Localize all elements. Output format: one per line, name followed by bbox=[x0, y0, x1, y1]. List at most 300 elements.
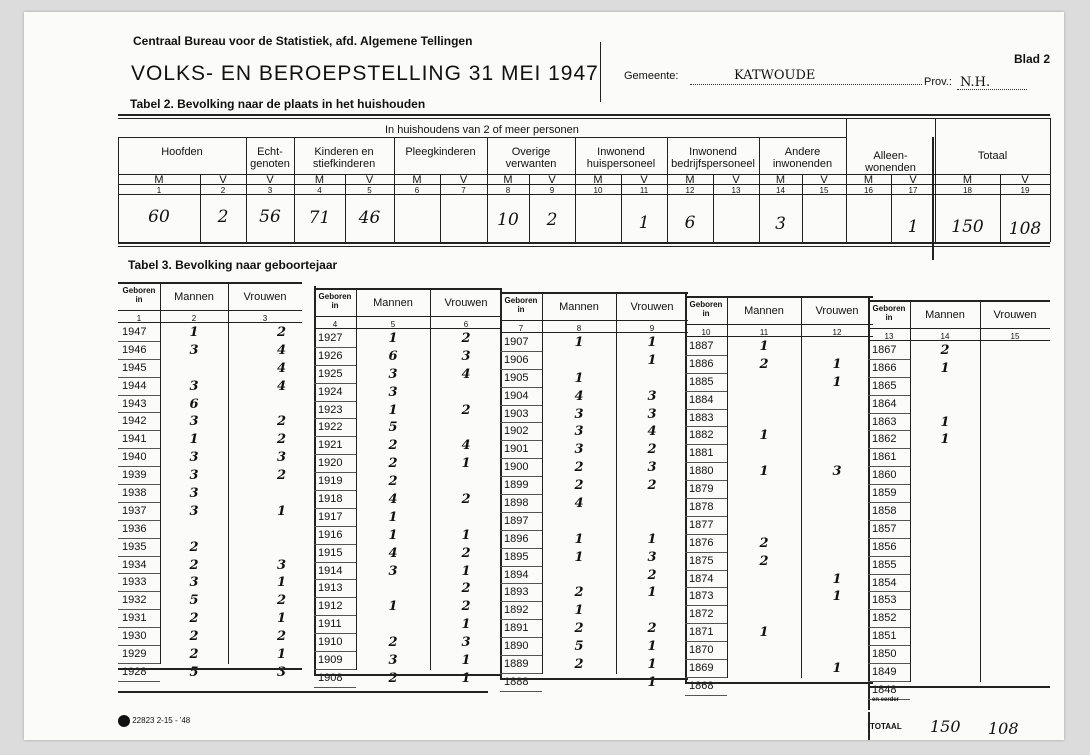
table3-row bbox=[118, 377, 302, 395]
table3-vrouwen-cell bbox=[980, 646, 1050, 664]
table3-mannen-cell: 1 bbox=[759, 625, 769, 641]
table2-title: Tabel 2. Bevolking naar de plaats in het huishouden bbox=[130, 97, 426, 111]
table3-year-cell: 1932 bbox=[118, 592, 160, 610]
table3-row bbox=[314, 455, 502, 473]
table3-row bbox=[314, 347, 502, 365]
table3-year-cell: 1853 bbox=[868, 592, 910, 610]
table3-year-cell: 1877 bbox=[685, 516, 727, 534]
table3-mannen-cell: 5 bbox=[189, 593, 199, 609]
table2-value-col-12: 6 bbox=[684, 213, 696, 233]
table3-year-cell: 1914 bbox=[314, 562, 356, 580]
table3-mannen-header: Mannen bbox=[925, 309, 965, 321]
table3-vrouwen-cell bbox=[801, 427, 873, 445]
table3-year-cell: 1922 bbox=[314, 419, 356, 437]
table3-vrouwen-cell: 1 bbox=[647, 531, 657, 547]
table3-year-cell: 1938 bbox=[118, 485, 160, 503]
table3-row bbox=[500, 334, 688, 351]
table3-row bbox=[500, 584, 688, 602]
table3-vrouwen-cell: 2 bbox=[647, 442, 657, 458]
table2-col-number: 18 bbox=[963, 186, 972, 195]
table3-mannen-cell: 1 bbox=[388, 527, 398, 543]
table3-mannen-cell: 4 bbox=[388, 491, 398, 507]
table3-mannen-cell: 3 bbox=[189, 342, 199, 358]
table3-year-cell: 1874 bbox=[685, 570, 727, 588]
table3-year-cell: 1860 bbox=[868, 467, 910, 485]
table3-mannen-cell bbox=[160, 520, 228, 538]
table3-col-number: 14 bbox=[940, 332, 950, 341]
table3-year-cell: 1855 bbox=[868, 556, 910, 574]
table3-vrouwen-cell bbox=[980, 503, 1050, 521]
table3-vrouwen-cell: 3 bbox=[647, 388, 657, 404]
table3-year-cell: 1857 bbox=[868, 520, 910, 538]
table2-col-number: 15 bbox=[819, 186, 829, 195]
table3-geboren-header: Geboren in bbox=[504, 296, 538, 314]
table3-year-cell: 1901 bbox=[500, 441, 542, 459]
table3-year-cell: 1889 bbox=[500, 656, 542, 674]
table3-col-number: 9 bbox=[649, 324, 655, 333]
table3-year-cell: 1911 bbox=[314, 616, 356, 634]
table3-mannen-cell: 2 bbox=[388, 474, 398, 490]
table3-year-cell: 1854 bbox=[868, 574, 910, 592]
table2-sub-header: M bbox=[412, 174, 422, 186]
table3-row bbox=[314, 330, 502, 347]
table3-vrouwen-cell bbox=[980, 520, 1050, 538]
table3-mannen-cell: 2 bbox=[759, 356, 769, 372]
table3-number-rule bbox=[314, 328, 502, 329]
table2-value-col-8: 10 bbox=[497, 210, 519, 230]
table3-mannen-cell bbox=[727, 642, 801, 660]
table2-sub-header: M bbox=[962, 174, 973, 186]
table3-mannen-cell bbox=[910, 467, 980, 485]
table3-mannen-cell bbox=[910, 592, 980, 610]
table3-mannen-cell bbox=[542, 351, 616, 369]
table3-row bbox=[500, 548, 688, 566]
table3-row bbox=[118, 610, 302, 628]
table3-vrouwen-cell bbox=[980, 538, 1050, 556]
table3-mannen-cell bbox=[727, 677, 801, 695]
table3-vrouwen-cell bbox=[228, 485, 302, 503]
table3-row bbox=[685, 338, 873, 355]
table2-right-edge bbox=[1050, 118, 1051, 242]
table2-col-header-10: Totaal bbox=[977, 150, 1008, 162]
table3-row bbox=[500, 530, 688, 548]
table3-row bbox=[868, 556, 1050, 574]
table3-year-cell: 1937 bbox=[118, 502, 160, 520]
table3-vrouwen-header: Vrouwen bbox=[630, 301, 674, 313]
table2-value-col-9: 2 bbox=[546, 210, 558, 230]
table3-year-cell: 1865 bbox=[868, 377, 910, 395]
table3-mannen-cell: 3 bbox=[189, 414, 199, 430]
table3-top-rule bbox=[314, 288, 502, 290]
table3-totaal-label: TOTAAL bbox=[870, 722, 902, 731]
table3-year-cell: 1939 bbox=[118, 467, 160, 485]
table3-mannen-cell bbox=[727, 606, 801, 624]
table3-vrouwen-cell: 2 bbox=[276, 414, 286, 430]
table3-mannen-cell: 3 bbox=[388, 384, 398, 400]
table3-row bbox=[314, 598, 502, 616]
table3-row bbox=[314, 616, 502, 634]
table3-vrouwen-cell bbox=[980, 592, 1050, 610]
table3-row bbox=[500, 459, 688, 477]
table3-year-cell: 1869 bbox=[685, 660, 727, 678]
table3-vrouwen-cell bbox=[980, 610, 1050, 628]
table3-mannen-cell bbox=[910, 664, 980, 682]
table3-year-cell: 1931 bbox=[118, 610, 160, 628]
table3-row bbox=[868, 359, 1050, 377]
table3-mannen-header: Mannen bbox=[373, 297, 413, 309]
table3-mannen-cell bbox=[727, 391, 801, 409]
table3-row bbox=[118, 449, 302, 467]
table3-mannen-cell: 2 bbox=[189, 611, 199, 627]
table3-vrouwen-cell: 3 bbox=[461, 348, 471, 364]
table3-row bbox=[868, 610, 1050, 628]
table3-vrouwen-cell: 2 bbox=[647, 478, 657, 494]
table3-vrouwen-cell bbox=[980, 377, 1050, 395]
table2-value-col-5: 46 bbox=[358, 208, 381, 228]
table3-title: Tabel 3. Bevolking naar geboortejaar bbox=[128, 258, 338, 272]
table3-row bbox=[314, 491, 502, 509]
table3-year-cell: 1944 bbox=[118, 377, 160, 395]
table3-vrouwen-cell: 2 bbox=[461, 402, 471, 418]
table3-vrouwen-cell: 4 bbox=[461, 366, 471, 382]
table3-mannen-cell bbox=[727, 445, 801, 463]
table3-mannen-cell: 3 bbox=[189, 485, 199, 501]
table3-year-cell: 1881 bbox=[685, 445, 727, 463]
table3-row bbox=[500, 495, 688, 513]
table3-vrouwen-cell bbox=[616, 369, 688, 387]
table2-col-number: 19 bbox=[1020, 186, 1030, 195]
table3-vrouwen-cell bbox=[980, 342, 1050, 359]
table3-vrouwen-cell bbox=[616, 495, 688, 513]
table3-row bbox=[868, 377, 1050, 395]
table3-header-rule bbox=[685, 324, 873, 325]
table3-header-rule bbox=[118, 310, 302, 311]
table3-row bbox=[685, 373, 873, 391]
table3-mannen-cell: 3 bbox=[388, 563, 398, 579]
table3-year-cell: 1848 bbox=[868, 681, 910, 699]
table3-year-cell: 1867 bbox=[868, 342, 910, 359]
table3-geboren-header: Geboren in bbox=[318, 292, 352, 310]
table3-mannen-cell bbox=[727, 481, 801, 499]
table3-row bbox=[868, 342, 1050, 359]
table3-en-eerder: en eerder bbox=[872, 697, 900, 703]
table3-col-number: 2 bbox=[191, 314, 197, 323]
table3-vrouwen-cell: 4 bbox=[276, 360, 286, 376]
table3-year-cell: 1936 bbox=[118, 520, 160, 538]
table3-geboren-header: Geboren in bbox=[872, 304, 906, 322]
table3-year-cell: 1900 bbox=[500, 459, 542, 477]
table3-mannen-cell: 2 bbox=[574, 478, 584, 494]
table3-bottom-rule bbox=[685, 682, 873, 684]
table3-mannen-cell: 1 bbox=[574, 549, 584, 565]
table3-mannen-cell: 3 bbox=[388, 652, 398, 668]
table3-year-cell: 1859 bbox=[868, 485, 910, 503]
table3-col-number: 5 bbox=[390, 320, 396, 329]
table3-year-cell: 1882 bbox=[685, 427, 727, 445]
table2-sub-header: M bbox=[775, 174, 786, 186]
table3-number-rule bbox=[500, 332, 688, 333]
table3-block-3 bbox=[500, 334, 688, 692]
table3-row bbox=[868, 449, 1050, 467]
table3-year-cell: 1906 bbox=[500, 351, 542, 369]
table3-mannen-cell bbox=[910, 610, 980, 628]
table2-col-number: 12 bbox=[685, 186, 695, 195]
table3-vrouwen-cell: 1 bbox=[276, 646, 286, 662]
table3-mannen-cell: 2 bbox=[189, 557, 199, 573]
table3-row bbox=[118, 538, 302, 556]
table3-year-cell: 1904 bbox=[500, 387, 542, 405]
table3-vrouwen-cell: 2 bbox=[647, 567, 657, 583]
table3-mannen-cell bbox=[727, 516, 801, 534]
table2-col-number: 6 bbox=[414, 186, 420, 195]
table3-row bbox=[500, 620, 688, 638]
table2-col-header-9: Alleen- wonenden bbox=[865, 150, 916, 174]
table3-mannen-cell bbox=[727, 373, 801, 391]
table3-header-rule bbox=[868, 328, 1050, 329]
table3-row bbox=[118, 574, 302, 592]
table3-mannen-cell: 1 bbox=[940, 360, 950, 376]
table3-year-cell: 1910 bbox=[314, 634, 356, 652]
table3-vrouwen-header: Vrouwen bbox=[444, 297, 488, 309]
table3-mannen-cell: 1 bbox=[759, 428, 769, 444]
table3-vrouwen-cell: 2 bbox=[276, 468, 286, 484]
table3-vrouwen-cell: 2 bbox=[461, 545, 471, 561]
table3-row bbox=[685, 391, 873, 409]
table3-vrouwen-cell bbox=[801, 499, 873, 517]
table3-mannen-cell: 1 bbox=[388, 402, 398, 418]
prov-label: Prov.: bbox=[924, 76, 952, 88]
table2-sub-header: V bbox=[219, 174, 227, 186]
table3-mannen-cell bbox=[542, 566, 616, 584]
table3-mannen-cell: 4 bbox=[388, 545, 398, 561]
table3-row bbox=[314, 669, 502, 687]
table3-year-cell: 1852 bbox=[868, 610, 910, 628]
table3-row bbox=[118, 628, 302, 646]
table3-year-cell: 1876 bbox=[685, 534, 727, 552]
table3-mannen-cell: 6 bbox=[388, 348, 398, 364]
table3-header-rule bbox=[314, 316, 502, 317]
table3-mannen-cell: 1 bbox=[940, 414, 950, 430]
table3-year-cell: 1875 bbox=[685, 552, 727, 570]
table2-sub-header: V bbox=[820, 174, 828, 186]
table3-vrouwen-cell: 3 bbox=[276, 557, 286, 573]
table3-year-cell: 1940 bbox=[118, 449, 160, 467]
table3-mannen-cell: 2 bbox=[574, 585, 584, 601]
table2-bottom-rule bbox=[118, 242, 1050, 244]
table3-mannen-cell: 2 bbox=[189, 646, 199, 662]
table3-vrouwen-cell: 2 bbox=[276, 629, 286, 645]
table3-geboren-header: Geboren in bbox=[122, 286, 156, 304]
table3-row bbox=[118, 502, 302, 520]
table3-mannen-cell bbox=[910, 377, 980, 395]
table2-header-rule bbox=[118, 174, 1050, 175]
table3-mannen-header: Mannen bbox=[174, 291, 214, 303]
table3-vrouwen-cell bbox=[980, 449, 1050, 467]
table3-vrouwen-cell: 1 bbox=[647, 656, 657, 672]
gemeente-dotline bbox=[690, 84, 922, 85]
table2-group-rule bbox=[118, 137, 846, 138]
table3-row bbox=[118, 646, 302, 664]
table3-vrouwen-cell: 4 bbox=[276, 378, 286, 394]
table3-col-number: 3 bbox=[262, 314, 268, 323]
table3-row bbox=[685, 588, 873, 606]
table3-mannen-cell bbox=[910, 646, 980, 664]
table3-mannen-cell bbox=[727, 588, 801, 606]
table3-vrouwen-cell: 2 bbox=[461, 581, 471, 597]
table3-row bbox=[314, 401, 502, 419]
table3-row bbox=[314, 419, 502, 437]
table3-row bbox=[314, 473, 502, 491]
table3-mannen-cell: 3 bbox=[189, 468, 199, 484]
table3-year-cell: 1871 bbox=[685, 624, 727, 642]
table3-vrouwen-cell: 3 bbox=[647, 549, 657, 565]
table3-year-cell: 1884 bbox=[685, 391, 727, 409]
table3-vrouwen-cell bbox=[228, 520, 302, 538]
table3-mannen-cell bbox=[727, 570, 801, 588]
table2-col-number: 14 bbox=[776, 186, 785, 195]
footer-code-text: 22823 2-15 - '48 bbox=[132, 716, 191, 726]
table3-year-cell: 1866 bbox=[868, 359, 910, 377]
table3-mannen-cell bbox=[356, 616, 430, 634]
table3-row bbox=[868, 574, 1050, 592]
table3-row bbox=[118, 592, 302, 610]
table3-mannen-cell: 3 bbox=[189, 503, 199, 519]
table3-vrouwen-cell bbox=[980, 467, 1050, 485]
table3-year-cell: 1899 bbox=[500, 477, 542, 495]
table3-vrouwen-cell: 1 bbox=[276, 503, 286, 519]
table3-vrouwen-header: Vrouwen bbox=[993, 309, 1037, 321]
table3-year-cell: 1858 bbox=[868, 503, 910, 521]
table2-header-rule bbox=[118, 184, 1050, 185]
table3-bottom-rule bbox=[500, 678, 688, 680]
table3-row bbox=[500, 638, 688, 656]
table3-row bbox=[314, 365, 502, 383]
table3-vrouwen-cell: 2 bbox=[461, 491, 471, 507]
table3-vrouwen-cell: 1 bbox=[461, 527, 471, 543]
table3-mannen-cell: 3 bbox=[574, 406, 584, 422]
table3-vrouwen-cell: 3 bbox=[461, 635, 471, 651]
table3-vrouwen-header: Vrouwen bbox=[243, 291, 287, 303]
table3-vrouwen-cell: 2 bbox=[276, 593, 286, 609]
table3-vrouwen-cell: 4 bbox=[647, 424, 657, 440]
table3-col-number: 4 bbox=[332, 320, 338, 329]
table3-mannen-cell: 3 bbox=[189, 378, 199, 394]
table3-row bbox=[868, 646, 1050, 664]
table2-col-number: 16 bbox=[864, 186, 873, 195]
table3-mannen-cell: 2 bbox=[574, 460, 584, 476]
table3-vrouwen-cell: 1 bbox=[461, 670, 471, 686]
table3-mannen-cell: 1 bbox=[574, 370, 584, 386]
table3-mannen-cell bbox=[910, 485, 980, 503]
table3-block-4 bbox=[685, 338, 873, 696]
table3-year-cell: 1913 bbox=[314, 580, 356, 598]
table3-row bbox=[685, 624, 873, 642]
table2-top-rule bbox=[118, 114, 1050, 116]
table3-vrouwen-cell bbox=[980, 664, 1050, 682]
table3-row bbox=[500, 512, 688, 530]
table3-row bbox=[314, 580, 502, 598]
table3-block-1 bbox=[118, 324, 302, 682]
table3-row bbox=[868, 538, 1050, 556]
table3-vrouwen-cell: 1 bbox=[647, 674, 657, 690]
table3-mannen-cell: 2 bbox=[574, 656, 584, 672]
table3-vrouwen-cell bbox=[801, 606, 873, 624]
table3-mannen-cell: 5 bbox=[189, 664, 199, 680]
table3-year-cell: 1930 bbox=[118, 628, 160, 646]
table3-mannen-cell: 4 bbox=[574, 495, 584, 511]
table3-vrouwen-cell: 4 bbox=[276, 342, 286, 358]
table3-row bbox=[868, 467, 1050, 485]
table3-row bbox=[685, 642, 873, 660]
header-divider bbox=[600, 42, 601, 102]
table3-year-cell: 1917 bbox=[314, 508, 356, 526]
table3-mannen-cell bbox=[542, 512, 616, 530]
table3-year-cell: 1880 bbox=[685, 463, 727, 481]
table3-mannen-cell: 1 bbox=[189, 325, 199, 341]
table3-year-cell: 1878 bbox=[685, 499, 727, 517]
table2-sub-header: V bbox=[365, 174, 374, 186]
table3-row bbox=[685, 570, 873, 588]
table3-vrouwen-cell: 1 bbox=[461, 652, 471, 668]
table2-sub-header: V bbox=[909, 174, 917, 186]
table3-row bbox=[314, 562, 502, 580]
table3-mannen-cell: 3 bbox=[189, 450, 199, 466]
table3-vrouwen-cell: 3 bbox=[832, 464, 842, 480]
table2-value-col-17: 1 bbox=[907, 217, 919, 237]
table3-row bbox=[118, 520, 302, 538]
table2-col-header-2: Echt- genoten bbox=[250, 146, 290, 170]
table3-mannen-cell bbox=[542, 673, 616, 691]
table3-block-5 bbox=[868, 342, 1050, 700]
table3-vrouwen-cell: 1 bbox=[276, 575, 286, 591]
table3-row bbox=[118, 485, 302, 503]
table3-mannen-cell: 1 bbox=[574, 531, 584, 547]
table3-mannen-cell: 2 bbox=[189, 629, 199, 645]
table2-group-header: In huishoudens van 2 of meer personen bbox=[385, 124, 579, 136]
table3-col-number: 8 bbox=[576, 324, 582, 333]
table3-row bbox=[118, 395, 302, 413]
table3-vrouwen-cell: 1 bbox=[832, 660, 842, 676]
table3-year-cell: 1929 bbox=[118, 646, 160, 664]
table3-mannen-cell: 1 bbox=[759, 339, 769, 355]
table3-year-cell: 1909 bbox=[314, 652, 356, 670]
table3-vrouwen-cell: 1 bbox=[647, 585, 657, 601]
table3-mannen-cell: 2 bbox=[388, 635, 398, 651]
table3-year-cell: 1942 bbox=[118, 413, 160, 431]
table3-vrouwen-cell: 1 bbox=[832, 356, 842, 372]
table3-vrouwen-cell bbox=[980, 681, 1050, 699]
table3-row bbox=[685, 677, 873, 695]
table3-mannen-cell: 4 bbox=[574, 388, 584, 404]
table3-mannen-cell: 1 bbox=[388, 599, 398, 615]
table3-row bbox=[685, 499, 873, 517]
table3-vrouwen-cell: 2 bbox=[461, 599, 471, 615]
table3-vrouwen-cell bbox=[801, 677, 873, 695]
table2-sub-header: M bbox=[503, 174, 513, 186]
table3-year-cell: 1927 bbox=[314, 330, 356, 347]
table3-year-cell: 1902 bbox=[500, 423, 542, 441]
table3-col-number: 10 bbox=[701, 328, 711, 337]
table3-year-cell: 1861 bbox=[868, 449, 910, 467]
table3-row bbox=[500, 602, 688, 620]
table2-sub-header: V bbox=[640, 174, 648, 186]
table3-row bbox=[500, 351, 688, 369]
table3-row bbox=[685, 409, 873, 427]
table3-year-cell: 1941 bbox=[118, 431, 160, 449]
table3-year-cell: 1896 bbox=[500, 530, 542, 548]
table3-vrouwen-cell bbox=[430, 508, 502, 526]
table3-mannen-cell: 2 bbox=[940, 343, 950, 359]
